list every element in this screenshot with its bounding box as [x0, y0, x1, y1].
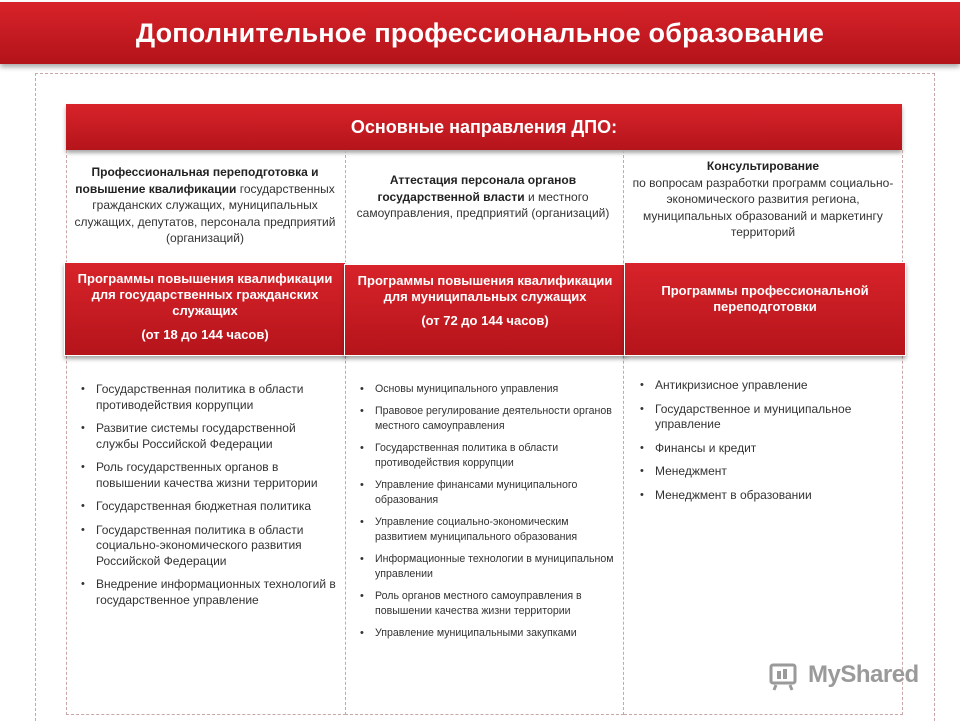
list-item: • Управление финансами муниципального образования [357, 478, 619, 508]
myshared-logo-icon [766, 657, 802, 693]
column-1-description [72, 164, 338, 247]
column-1-desc-text: государственных гражданских служащих, муниципальных служащих, депутатов, персонала предприятий (организаций) [74, 181, 336, 245]
column-1-desc-bold: Профессиональная переподготовка и повышение квалификации [75, 165, 319, 196]
list-item: • Финансы и кредит [637, 441, 895, 457]
list-item: • Роль государственных органов в повышении качества жизни территории [78, 460, 336, 491]
list-item: • Развитие системы государственной службы Российской Федерации [78, 421, 336, 452]
list-item: • Государственное и муниципальное управление [637, 402, 895, 433]
list-item: • Управление муниципальными закупками [357, 626, 619, 641]
column-3-list [637, 378, 895, 511]
list-item: • Правовое регулирование деятельности органов местного самоуправления [357, 404, 619, 434]
column-2-program-hours: (от 72 до 144 часов) [421, 313, 549, 328]
column-1-program-hours: (от 18 до 144 часов) [141, 327, 269, 342]
column-1-program-box [64, 262, 346, 356]
list-item: • Государственная политика в области противодействия коррупции [78, 382, 336, 413]
column-2-description [352, 172, 614, 222]
column-3-program-box [624, 262, 906, 356]
column-2-desc-text: и местного самоуправления, предприятий (организаций) [356, 189, 610, 220]
column-3-description [630, 158, 896, 241]
column-2-program-title: Программы повышения квалификации для муниципальных служащих [357, 273, 613, 304]
list-item: • Государственная политика в области противодействия коррупции [357, 441, 619, 471]
list-item: • Государственная бюджетная политика [78, 499, 336, 515]
list-item: • Управление социально-экономическим развитием муниципального образования [357, 515, 619, 545]
column-1-program-title: Программы повышения квалификации для государственных гражданских служащих [77, 271, 333, 318]
column-2-list [357, 382, 619, 648]
list-item: • Внедрение информационных технологий в государственное управление [78, 577, 336, 608]
column-3-desc-bold: Консультирование [706, 159, 820, 173]
list-item: • Менеджмент в образовании [637, 488, 895, 504]
list-item: • Государственная политика в области социально-экономического развития Российской Федерации [78, 523, 336, 570]
list-item: • Информационные технологии в муниципальном управлении [357, 552, 619, 582]
column-3-desc-text: по вопросам разработки программ социально-экономического развития региона, муниципальных образований и маркетингу территорий [632, 175, 894, 239]
title-bar [0, 2, 960, 64]
list-item: • Антикризисное управление [637, 378, 895, 394]
list-item: • Менеджмент [637, 464, 895, 480]
watermark-text: MyShared [808, 661, 919, 688]
main-banner: Основные направления ДПО: [66, 104, 902, 150]
watermark [766, 655, 926, 695]
column-3-program-title: Программы профессиональной переподготовки [661, 283, 869, 314]
page-title: Дополнительное профессиональное образование [135, 18, 825, 48]
column-2-program-box [344, 264, 626, 356]
column-1-list [78, 382, 336, 616]
list-item: • Роль органов местного самоуправления в повышении качества жизни территории [357, 589, 619, 619]
list-item: • Основы муниципального управления [357, 382, 619, 397]
column-2-desc-bold: Аттестация персонала органов государственной власти [377, 173, 577, 204]
